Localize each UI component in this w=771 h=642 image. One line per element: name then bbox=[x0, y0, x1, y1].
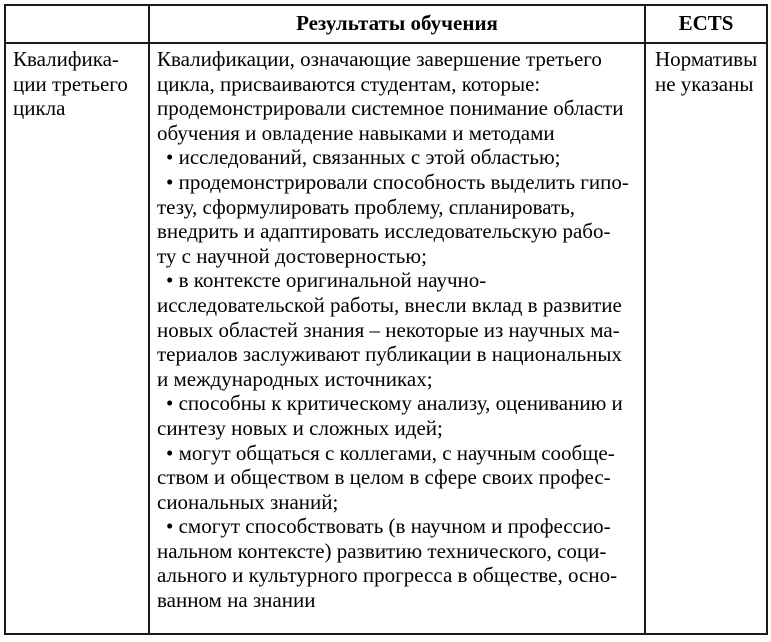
table-body-row bbox=[5, 43, 767, 634]
outcome-text-line: обучения и овладение навыками и методами bbox=[157, 120, 555, 145]
outcomes-cell bbox=[149, 43, 645, 634]
outcome-bullet-line: • могут общаться с коллегами, с научным сообще- bbox=[166, 440, 615, 465]
outcome-text-line: внедрить и адаптировать исследовательскую рабо- bbox=[157, 219, 611, 244]
outcome-text-line: териалов заслуживают публикации в национальных bbox=[157, 342, 622, 367]
outcome-text-line: ванном на знании bbox=[157, 588, 316, 613]
outcome-text-line: исследовательской работы, внесли вклад в развитие bbox=[157, 292, 622, 317]
outcome-text-line: цикла, присваиваются студентам, которые: bbox=[157, 71, 541, 96]
outcome-text-line: продемонстрировали системное понимание области bbox=[157, 96, 624, 121]
document-page bbox=[0, 4, 771, 642]
outcome-text-line: и международных источниках; bbox=[157, 366, 433, 391]
outcome-bullet-line: • способны к критическому анализу, оцениванию и bbox=[166, 391, 623, 416]
outcome-text-line: сиональных знаний; bbox=[157, 489, 339, 514]
header-cell-results: Результаты обучения bbox=[149, 5, 645, 43]
header-cell-qualification-empty bbox=[5, 5, 149, 43]
outcome-bullet-line: • в контексте оригинальной научно- bbox=[166, 268, 487, 293]
outcome-text-line: тезу, сформулировать проблему, спланировать, bbox=[157, 194, 576, 219]
outcome-text-line: ством и обществом в целом в сфере своих профес- bbox=[157, 465, 611, 490]
outcome-text-line: ту с научной достоверностью; bbox=[157, 243, 427, 268]
table-header-row bbox=[5, 5, 767, 43]
outcome-text-line: нальном контексте) развитию технического, соци- bbox=[157, 538, 607, 563]
outcome-text-line: Квалификации, означающие завершение третьего bbox=[157, 47, 602, 71]
qualifications-table bbox=[4, 4, 768, 635]
ects-cell: Нормативы не указаны bbox=[645, 43, 767, 634]
qualification-cell: Квалифика- ции третьего цикла bbox=[5, 43, 149, 634]
outcome-text-line: новых областей знания – некоторые из научных ма- bbox=[157, 317, 620, 342]
outcome-bullet-line: • продемонстрировали способность выделить гипо- bbox=[166, 169, 629, 194]
outcome-text-line: синтезу новых и сложных идей; bbox=[157, 415, 443, 440]
outcome-text-line: ального и культурного прогресса в обществе, осно- bbox=[157, 563, 618, 588]
header-cell-ects: ECTS bbox=[645, 5, 767, 43]
outcome-bullet-line: • исследований, связанных с этой областью; bbox=[166, 145, 561, 170]
outcome-bullet-line: • смогут способствовать (в научном и профессио- bbox=[166, 514, 611, 539]
